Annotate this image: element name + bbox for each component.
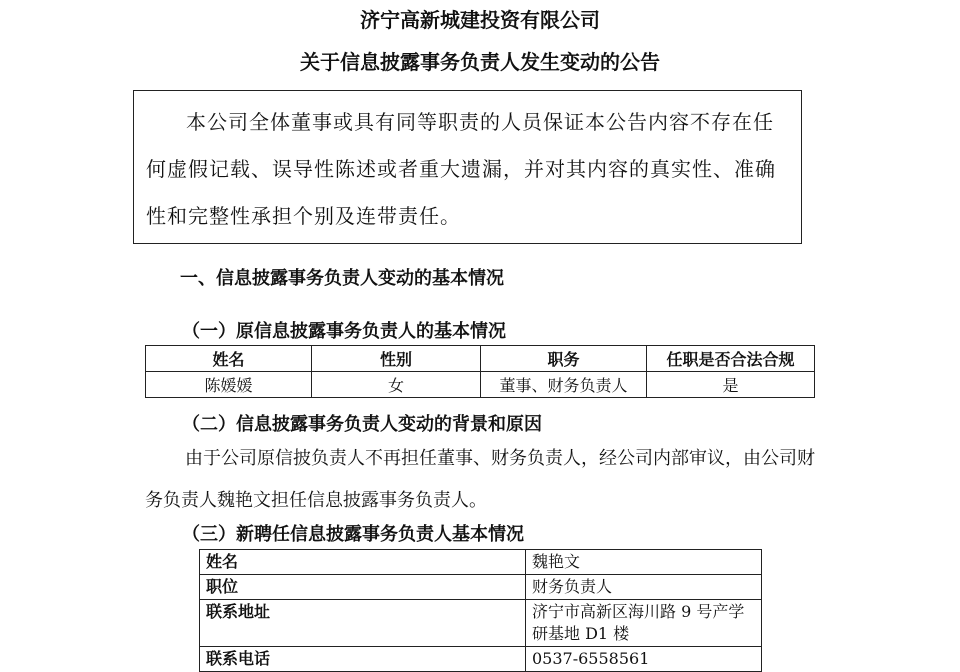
table-row bbox=[200, 600, 762, 647]
table-row bbox=[200, 647, 762, 672]
subsection-heading-2: （二）信息披露事务负责人变动的背景和原因 bbox=[182, 414, 542, 435]
reason-paragraph bbox=[145, 438, 817, 522]
statement-box bbox=[133, 90, 802, 244]
subsection-heading-3: （三）新聘任信息披露事务负责人基本情况 bbox=[182, 524, 524, 545]
subsection-heading-1: （一）原信息披露事务负责人的基本情况 bbox=[182, 321, 506, 342]
table-row bbox=[146, 372, 815, 398]
header-gender: 性别 bbox=[312, 346, 481, 372]
table-row bbox=[200, 550, 762, 575]
table-row bbox=[200, 575, 762, 600]
label-position: 职位 bbox=[200, 575, 526, 600]
value-address: 济宁市高新区海川路 9 号产学研基地 D1 楼 bbox=[526, 600, 762, 647]
value-position: 财务负责人 bbox=[526, 575, 762, 600]
label-address: 联系地址 bbox=[200, 600, 526, 647]
announcement-title: 关于信息披露事务负责人发生变动的公告 bbox=[300, 50, 660, 74]
reason-text: 由于公司原信披负责人不再担任董事、财务负责人，经公司内部审议，由公司财务负责人魏艳文担任信息披露事务负责人。 bbox=[145, 448, 815, 511]
cell-position: 董事、财务负责人 bbox=[481, 372, 647, 398]
value-name: 魏艳文 bbox=[526, 550, 762, 575]
cell-name: 陈媛媛 bbox=[146, 372, 312, 398]
section-heading-1: 一、信息披露事务负责人变动的基本情况 bbox=[180, 268, 504, 289]
value-phone: 0537-6558561 bbox=[526, 647, 762, 672]
header-position: 职务 bbox=[481, 346, 647, 372]
new-officer-table bbox=[199, 549, 762, 672]
statement-text: 本公司全体董事或具有同等职责的人员保证本公告内容不存在任何虚假记载、误导性陈述或者重大遗漏，并对其内容的真实性、准确性和完整性承担个别及连带责任。 bbox=[146, 110, 776, 228]
cell-compliance: 是 bbox=[647, 372, 815, 398]
header-name: 姓名 bbox=[146, 346, 312, 372]
label-phone: 联系电话 bbox=[200, 647, 526, 672]
cell-gender: 女 bbox=[312, 372, 481, 398]
table-header-row bbox=[146, 346, 815, 372]
company-name: 济宁高新城建投资有限公司 bbox=[360, 8, 600, 32]
label-name: 姓名 bbox=[200, 550, 526, 575]
header-compliance: 任职是否合法合规 bbox=[647, 346, 815, 372]
former-officer-table bbox=[145, 345, 815, 398]
